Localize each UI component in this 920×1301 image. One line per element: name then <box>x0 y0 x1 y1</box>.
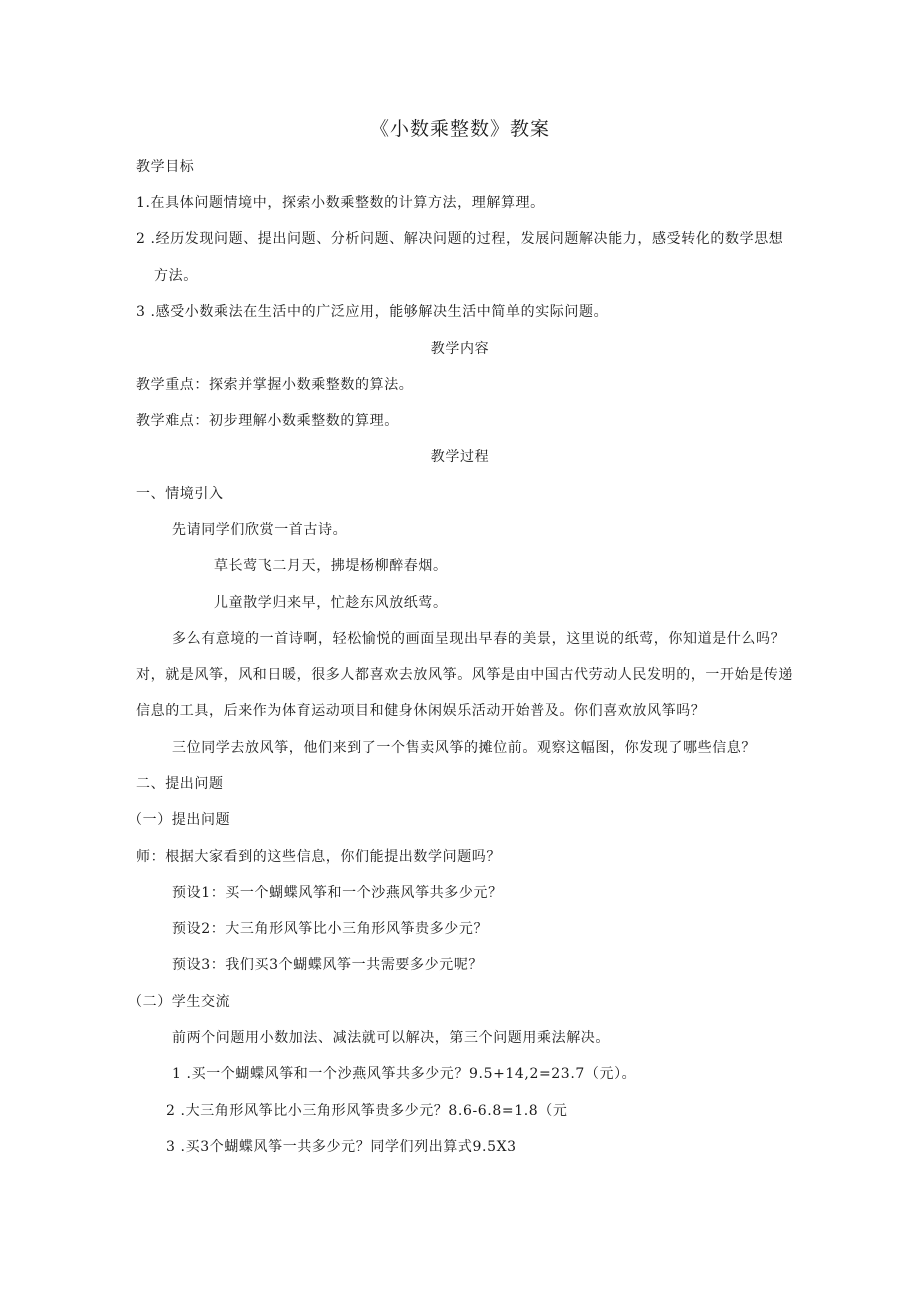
difficult-point: 教学难点：初步理解小数乘整数的算理。 <box>136 413 399 429</box>
section-heading-objectives: 教学目标 <box>136 159 195 175</box>
objective-3: 3 .感受小数乘法在生活中的广泛应用，能够解决生活中简单的实际问题。 <box>136 304 609 320</box>
document-title: 《小数乘整数》教案 <box>369 118 550 140</box>
objective-2-continued: 方法。 <box>154 268 198 284</box>
paragraph: 对，就是风筝，风和日暖，很多人都喜欢去放风筝。风筝是由中国古代劳动人民发明的，一开始是传递 <box>136 667 793 683</box>
preset-item: 预设2：大三角形风筝比小三角形风筝贵多少元？ <box>172 921 489 937</box>
preset-item: 预设1：买一个蝴蝶风筝和一个沙燕风筝共多少元？ <box>172 885 503 901</box>
section-heading-content: 教学内容 <box>430 341 490 357</box>
answer-item: 3 .买3个蝴蝶风筝一共多少元？同学们列出算式9.5X3 <box>166 1139 517 1155</box>
subsection-heading: （一）提出问题 <box>128 812 231 828</box>
key-point: 教学重点：探索并掌握小数乘整数的算法。 <box>136 377 414 393</box>
subsection-heading: （二）学生交流 <box>128 994 231 1010</box>
poem-line-2: 儿童散学归来早，忙趁东风放纸莺。 <box>214 595 448 611</box>
answer-item: 2 .大三角形风筝比小三角形风筝贵多少元？8.6-6.8=1.8（元 <box>166 1103 568 1119</box>
preset-item: 预设3：我们买3个蝴蝶风筝一共需要多少元呢？ <box>172 957 484 973</box>
paragraph: 三位同学去放风筝，他们来到了一个售卖风筝的摊位前。观察这幅图，你发现了哪些信息？ <box>172 740 756 756</box>
poem-line-1: 草长莺飞二月天，拂堤杨柳醉春烟。 <box>214 558 448 574</box>
part-1-heading: 一、情境引入 <box>136 486 224 502</box>
objective-2: 2 .经历发现问题、提出问题、分析问题、解决问题的过程，发展问题解决能力，感受转化的数学思想 <box>136 231 784 247</box>
objective-1: 1.在具体问题情境中，探索小数乘整数的计算方法，理解算理。 <box>136 195 545 211</box>
paragraph: 师：根据大家看到的这些信息，你们能提出数学问题吗？ <box>136 849 501 865</box>
paragraph: 前两个问题用小数加法、减法就可以解决，第三个问题用乘法解决。 <box>172 1030 610 1046</box>
paragraph: 先请同学们欣赏一首古诗。 <box>172 522 348 538</box>
paragraph: 信息的工具，后来作为体育运动项目和健身休闲娱乐活动开始普及。你们喜欢放风筝吗？ <box>136 703 706 719</box>
section-heading-process: 教学过程 <box>430 449 490 465</box>
answer-item: 1 .买一个蝴蝶风筝和一个沙燕风筝共多少元？9.5+14,2=23.7（元）。 <box>172 1066 637 1082</box>
part-2-heading: 二、提出问题 <box>136 776 224 792</box>
paragraph: 多么有意境的一首诗啊，轻松愉悦的画面呈现出早春的美景，这里说的纸莺，你知道是什么吗？ <box>172 631 786 647</box>
